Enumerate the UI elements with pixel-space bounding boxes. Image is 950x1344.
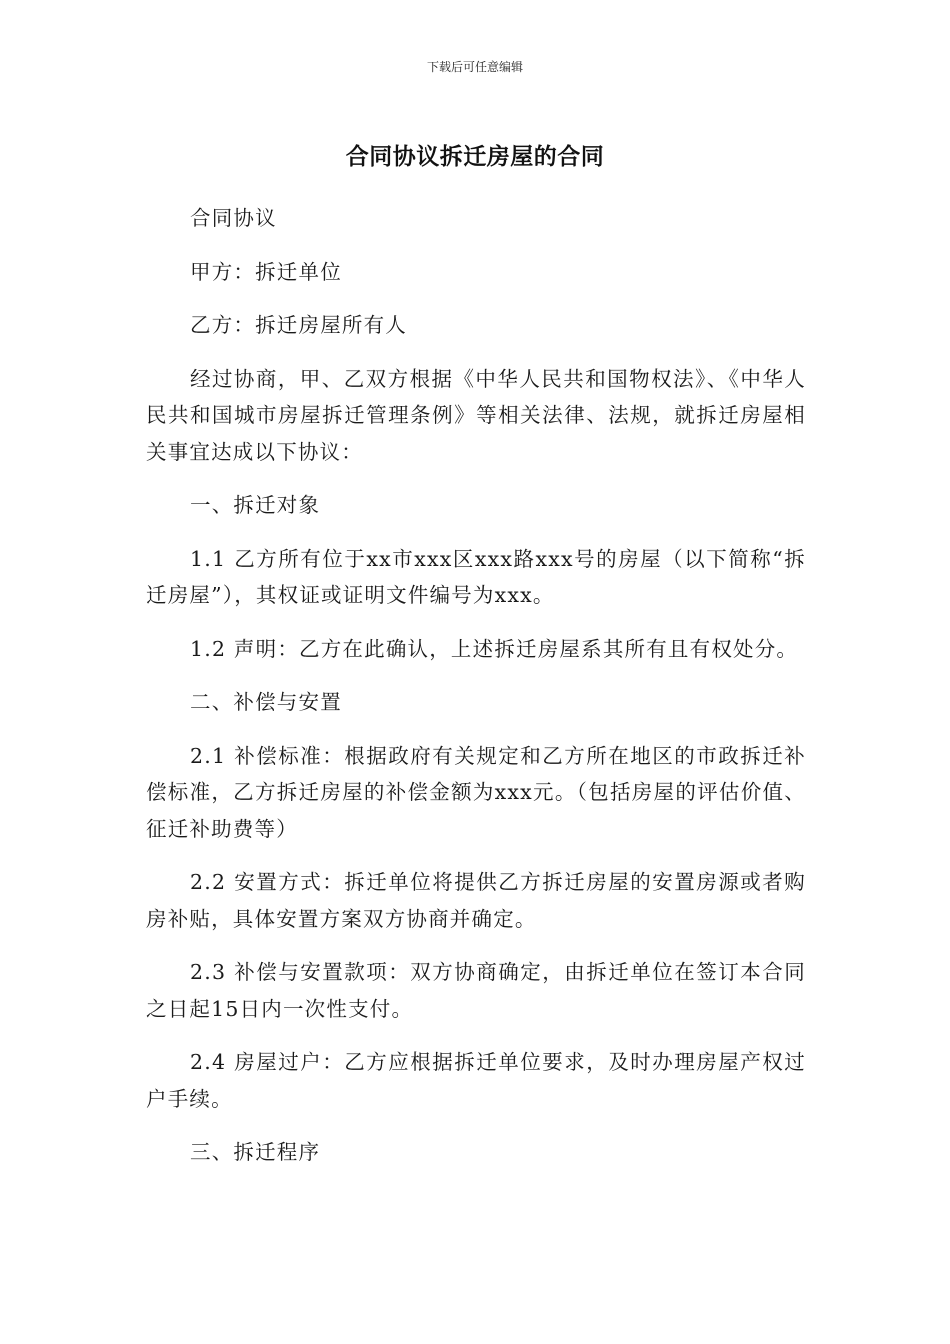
section-heading-3: 三、拆迁程序: [190, 1140, 321, 1164]
paragraph-preamble: 经过协商，甲、乙双方根据《中华人民共和国物权法》、《中华人民共和国城市房屋拆迁管理条例》等相关法律、法规，就拆迁房屋相关事宜达成以下协议：: [146, 366, 806, 464]
clause-2-3: 2.3 补偿与安置款项：双方协商确定，由拆迁单位在签订本合同之日起15日内一次性支付。: [146, 960, 806, 1021]
clause-2-1: 2.1 补偿标准：根据政府有关规定和乙方所在地区的市政拆迁补偿标准，乙方拆迁房屋的补偿金额为xxx元。（包括房屋的评估价值、征迁补助费等）: [146, 743, 806, 841]
clause-2-2: 2.2 安置方式：拆迁单位将提供乙方拆迁房屋的安置房源或者购房补贴，具体安置方案双方协商并确定。: [146, 870, 806, 931]
paragraph-party-a: 甲方：拆迁单位: [190, 259, 342, 284]
section-heading-2: 二、补偿与安置: [190, 690, 342, 714]
header-note: 下载后可任意编辑: [426, 60, 523, 74]
section-heading-1: 一、拆迁对象: [190, 493, 321, 517]
clause-1-1: 1.1 乙方所有位于xx市xxx区xxx路xxx号的房屋（以下简称“拆迁房屋”），其权证或证明文件编号为xxx。: [146, 546, 806, 607]
document-title: 合同协议拆迁房屋的合同: [345, 144, 605, 170]
clause-1-2: 1.2 声明：乙方在此确认，上述拆迁房屋系其所有且有权处分。: [190, 636, 799, 661]
document-body: [146, 200, 806, 1188]
clause-2-4: 2.4 房屋过户：乙方应根据拆迁单位要求，及时办理房屋产权过户手续。: [146, 1050, 806, 1111]
paragraph-heading-contract: 合同协议: [190, 206, 277, 230]
paragraph-party-b: 乙方：拆迁房屋所有人: [190, 313, 407, 337]
